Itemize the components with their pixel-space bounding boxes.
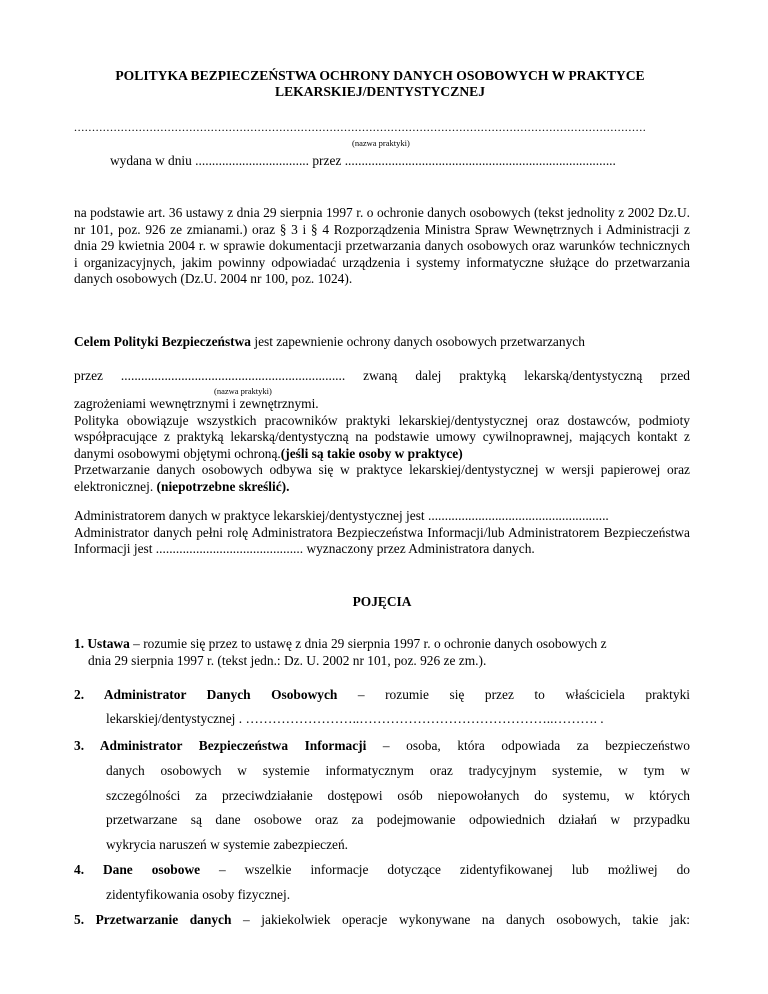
processed-by-caption: (nazwa praktyki)	[214, 386, 272, 396]
definition-5-text: – jakiekolwiek operacje wykonywane na danych osobowych, takie jak:	[231, 912, 691, 927]
practice-name-field: ...............................................................................................................................................................	[74, 120, 647, 134]
definition-4-line-2: zidentyfikowania osoby fizycznej.	[106, 886, 291, 902]
issued-by-field: .................................................................................	[344, 153, 616, 168]
scope-bold: (jeśli są takie osoby w praktyce)	[280, 445, 463, 461]
administrator-role-text: Administrator danych pełni rolę Administratora Bezpieczeństwa Informacji/lub Administratorem Bezpieczeństwa Informacji jest ............................................ wyznaczony przez Administratora danych.	[74, 524, 690, 557]
section-heading: POJĘCIA	[352, 594, 412, 609]
issued-on-label: wydana w dniu	[110, 153, 196, 168]
title-line-1: POLITYKA BEZPIECZEŃSTWA OCHRONY DANYCH OSOBOWYCH W PRAKTYCE	[115, 68, 645, 83]
threats-line: zagrożeniami wewnętrznymi i zewnętrznymi.	[74, 396, 319, 411]
scope-text: Polityka obowiązuje wszystkich pracowników praktyki lekarskiej/dentystycznej oraz dostawców, podmioty współpracujące z praktyką lekarską/dentystyczną na podstawie umowy cywilnoprawnej, mających kontakt z danymi osobowymi objętymi ochroną.	[74, 412, 690, 461]
administrator-line: Administratorem danych w praktyce lekarskiej/dentystycznej jest ......................................................	[74, 508, 609, 523]
definition-3-line-4: przetwarzane są dane osobowe oraz za podejmowanie odpowiednich działań w przypadku	[106, 812, 690, 828]
purpose-bold: Celem Polityki Bezpieczeństwa	[74, 334, 252, 349]
definition-item-5	[74, 908, 690, 932]
definition-item-4	[74, 858, 690, 908]
processed-by-line	[74, 368, 690, 385]
definition-item-2	[74, 683, 690, 731]
definition-item-1	[74, 636, 690, 669]
definition-3-term: 3. Administrator Bezpieczeństwa Informacji	[74, 738, 367, 753]
definition-3-text: – osoba, która odpowiada za bezpieczeństwo	[366, 738, 690, 753]
definition-2-text: – rozumie się przez to właściciela praktyki	[337, 687, 690, 702]
purpose-sentence	[74, 334, 690, 351]
issued-date-field: ..................................	[195, 153, 309, 168]
title-line-2: LEKARSKIEJ/DENTYSTYCZNEJ	[275, 84, 485, 99]
processing-text: Przetwarzanie danych osobowych odbywa się w praktyce lekarskiej/dentystycznej w wersji papierowej oraz elektronicznej.	[74, 462, 690, 494]
legal-basis-text: na podstawie art. 36 ustawy z dnia 29 sierpnia 1997 r. o ochronie danych osobowych (tekst jednolity z 2002 Dz.U. nr 101, poz. 926 ze zmianami.) oraz § 3 i § 4 Rozporządzenia Ministra Spraw Wewnętrznych i Administracji z dnia 29 kwietnia 2004 r. w sprawie dokumentacji przetwarzania danych osobowych oraz warunków technicznych i organizacyjnych, jakim powinny odpowiadać urządzenia i systemy informatyczne służące do przetwarzania danych osobowych (Dz.U. 2004 nr 100, poz. 1024).	[74, 205, 690, 287]
issued-line	[110, 153, 616, 169]
processed-by-text: przez ................................................................... zwaną dalej praktyką lekarską/dentystyczną przed	[74, 368, 690, 383]
legal-basis-paragraph	[74, 205, 690, 288]
administrator-paragraph	[74, 508, 690, 558]
definition-4-text: – wszelkie informacje dotyczące zidentyfikowanej lub możliwej do	[200, 862, 690, 877]
definition-1-text: – rozumie się przez to ustawę z dnia 29 sierpnia 1997 r. o ochronie danych osobowych z	[129, 636, 607, 651]
document-title	[70, 68, 690, 100]
policy-scope-paragraph	[74, 396, 690, 496]
issued-by-label: przez	[312, 153, 345, 168]
definition-3-line-5: wykrycia naruszeń w systemie zabezpieczeń.	[106, 837, 349, 853]
definition-5-term: 5. Przetwarzanie danych	[74, 912, 232, 927]
definition-2-term: 2. Administrator Danych Osobowych	[74, 687, 338, 702]
definition-item-3	[74, 734, 690, 858]
purpose-rest: jest zapewnienie ochrony danych osobowych przetwarzanych	[251, 334, 585, 349]
definition-3-line-2: danych osobowych w systemie informatycznym oraz tradycyjnym systemie, w tym w	[106, 762, 690, 778]
practice-name-caption: (nazwa praktyki)	[352, 138, 410, 148]
definition-4-term: 4. Dane osobowe	[74, 862, 201, 877]
definition-3-line-3: szczególności za przeciwdziałanie dostępowi osób niepowołanych do systemu, w których	[106, 787, 690, 803]
definition-1-term: 1. Ustawa	[74, 636, 130, 651]
definition-2-continuation: lekarskiej/dentystycznej . ……………………..……………………………………..………. .	[106, 711, 604, 726]
processing-bold: (niepotrzebne skreślić).	[156, 478, 290, 494]
definition-1-continuation: dnia 29 sierpnia 1997 r. (tekst jedn.: Dz. U. 2002 nr 101, poz. 926 ze zm.).	[88, 652, 487, 668]
